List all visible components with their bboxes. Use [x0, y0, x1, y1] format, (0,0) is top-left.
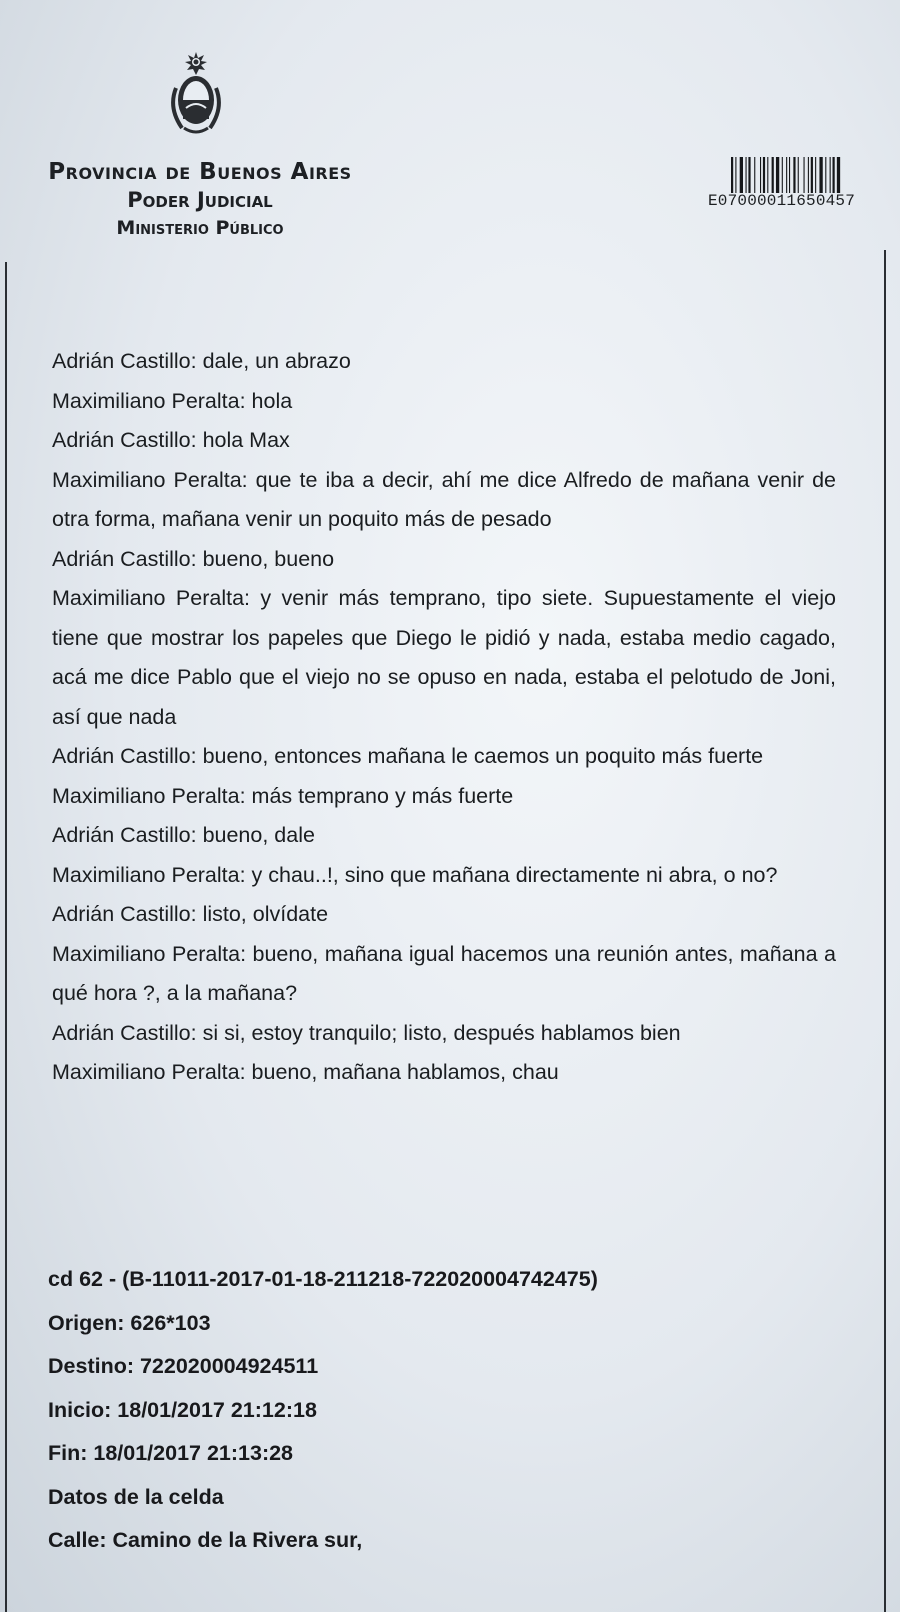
- call-transcript: [52, 342, 836, 1093]
- transcript-line: Adrián Castillo: listo, olvídate: [52, 902, 329, 926]
- public-ministry: Ministerio Público: [116, 217, 284, 239]
- transcript-line: Adrián Castillo: si si, estoy tranquilo; listo, después hablamos bien: [52, 1020, 681, 1045]
- origin-number: Origen: 626*103: [48, 1310, 211, 1335]
- transcript-line: Maximiliano Peralta: bueno, mañana igual hacemos una reunión antes, mañana a qué hora ?, a la mañana?: [52, 941, 836, 1005]
- transcript-line: Maximiliano Peralta: y venir más temprano, tipo siete. Supuestamente el viejo tiene que mostrar los papeles que Diego le pidió y nada, estaba medio cagado, acá me dice Pablo que el viejo no se opuso en nada, estaba el pelotudo de Joni, así que nada: [52, 586, 836, 729]
- transcript-line: Adrián Castillo: hola Max: [52, 428, 290, 452]
- cd-identifier: cd 62 - (B-11011-2017-01-18-211218-722020004742475): [48, 1267, 598, 1291]
- page-border-left: [5, 262, 7, 1612]
- transcript-line: Maximiliano Peralta: más temprano y más fuerte: [52, 783, 514, 808]
- transcript-line: Maximiliano Peralta: y chau..!, sino que mañana directamente ni abra, o no?: [52, 862, 778, 887]
- call-metadata: [48, 1258, 808, 1563]
- transcript-line: Maximiliano Peralta: bueno, mañana hablamos, chau: [52, 1060, 559, 1084]
- judicial-branch: Poder Judicial: [127, 188, 273, 212]
- transcript-line: Adrián Castillo: bueno, bueno: [52, 546, 335, 571]
- barcode-icon: [731, 157, 875, 193]
- coat-of-arms-icon: [166, 48, 226, 138]
- transcript-line: Adrián Castillo: bueno, dale: [52, 823, 315, 847]
- issuer-header: [0, 158, 400, 242]
- page-border-right: [884, 250, 886, 1612]
- call-start: Inicio: 18/01/2017 21:12:18: [48, 1397, 317, 1422]
- cell-data-heading: Datos de la celda: [48, 1484, 224, 1509]
- destination-number: Destino: 722020004924511: [48, 1354, 319, 1378]
- barcode-number: E07000011650457: [708, 192, 856, 210]
- transcript-line: Maximiliano Peralta: hola: [52, 388, 293, 413]
- transcript-line: Adrián Castillo: bueno, entonces mañana le caemos un poquito más fuerte: [52, 744, 764, 768]
- cell-street: Calle: Camino de la Rivera sur,: [48, 1528, 363, 1552]
- transcript-line: Maximiliano Peralta: que te iba a decir, ahí me dice Alfredo de mañana venir de otra forma, mañana venir un poquito más de pesado: [52, 467, 836, 531]
- transcript-line: Adrián Castillo: dale, un abrazo: [52, 349, 351, 373]
- call-end: Fin: 18/01/2017 21:13:28: [48, 1441, 294, 1465]
- province-name: Provincia de Buenos Aires: [48, 159, 352, 185]
